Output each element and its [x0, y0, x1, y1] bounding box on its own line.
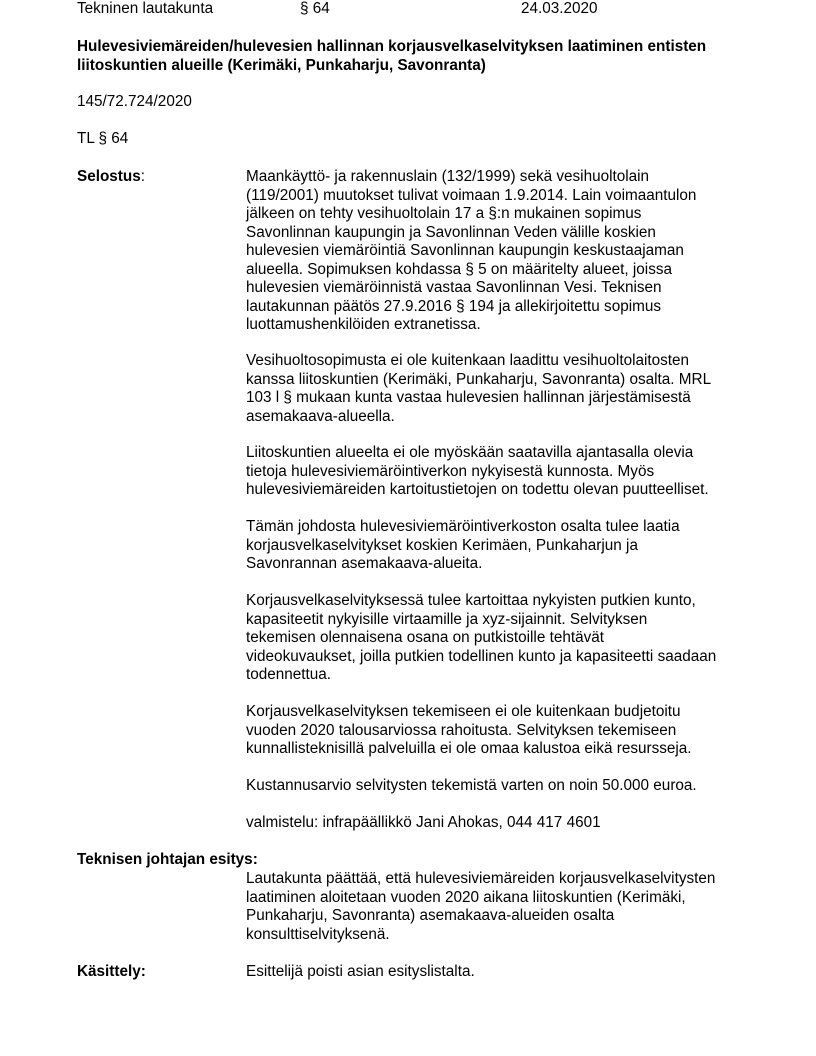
paragraph-line: Savonlinnan kaupungin ja Savonlinnan Veden välille koskien	[246, 223, 656, 241]
paragraph-line: lautakunnan päätös 27.9.2016 § 194 ja allekirjoitettu sopimus	[246, 297, 662, 315]
reference-number: 145/72.724/2020	[77, 93, 192, 110]
paragraph-line: tekemisen olennaisena osana on putkistoille tehtävät	[246, 629, 605, 646]
paragraph-line: korjausvelkaselvitykset koskien Kerimäen, Punkaharjun ja	[246, 536, 638, 554]
kasittely-label: Käsittely:	[77, 963, 146, 980]
paragraph-line: Tämän johdosta hulevesiviemäröintiverkoston osalta tulee laatia	[246, 518, 680, 535]
esitys-label: Teknisen johtajan esitys:	[77, 851, 258, 868]
paragraph-line: Savonrannan asemakaava-alueita.	[246, 555, 483, 572]
paragraph-line: alueella. Sopimuksen kohdassa § 5 on määritelty alueet, joissa	[246, 260, 673, 278]
paragraph-line: vuoden 2020 talousarviossa rahoitusta. Selvityksen tekemiseen	[246, 721, 677, 739]
paragraph-line: videokuvaukset, joilla putkien todellinen kunto ja kapasiteetti saadaan	[246, 647, 717, 665]
selostus-paragraph-7	[246, 777, 746, 796]
selostus-paragraph-3	[246, 444, 746, 500]
document-title	[77, 38, 706, 75]
selostus-paragraph-1	[246, 168, 746, 335]
selostus-paragraph-2	[246, 352, 746, 426]
paragraph-line: Kustannusarvio selvitysten tekemistä varten on noin 50.000 euroa.	[246, 777, 697, 794]
paragraph-line: 103 l § mukaan kunta vastaa hulevesien hallinnan järjestämisestä	[246, 389, 691, 406]
esitys-line: konsulttiselvityksenä.	[246, 925, 390, 943]
title-line: liitoskuntien alueille (Kerimäki, Punkaharju, Savonranta)	[77, 56, 486, 74]
selostus-colon: :	[140, 168, 146, 185]
paragraph-line: asemakaava-alueella.	[246, 407, 395, 425]
paragraph-line: hulevesien viemäröinnistä vastaa Savonlinnan Vesi. Teknisen	[246, 279, 662, 296]
title-line: Hulevesiviemäreiden/hulevesien hallinnan korjausvelkaselvityksen laatiminen entisten	[77, 38, 707, 55]
header-board: Tekninen lautakunta	[77, 0, 214, 17]
paragraph-line: todennettua.	[246, 666, 332, 683]
paragraph-line: Korjausvelkaselvityksen tekemiseen ei ole kuitenkaan budjetoitu	[246, 703, 681, 720]
selostus-heading	[77, 168, 145, 187]
paragraph-line: hulevesien viemäröintiä Savonlinnan kaupungin keskustaajaman	[246, 242, 684, 259]
paragraph-line: kunnallisteknisillä palveluilla ei ole omaa kalustoa eikä resursseja.	[246, 740, 692, 757]
header-date: 24.03.2020	[521, 0, 598, 17]
header-section: § 64	[300, 0, 330, 17]
selostus-label: Selostus	[77, 168, 141, 185]
paragraph-line: Liitoskuntien alueelta ei ole myöskään saatavilla ajantasalla olevia	[246, 444, 694, 461]
paragraph-line: kanssa liitoskuntien (Kerimäki, Punkaharju, Savonranta) osalta. MRL	[246, 370, 712, 388]
paragraph-line: jälkeen on tehty vesihuoltolain 17 a §:n mukainen sopimus	[246, 205, 642, 222]
paragraph-line: (119/2001) muutokset tulivat voimaan 1.9.2014. Lain voimaantulon	[246, 186, 697, 204]
paragraph-line: Maankäyttö- ja rakennuslain (132/1999) sekä vesihuoltolain	[246, 168, 650, 185]
paragraph-line: luottamushenkilöiden extranetissa.	[246, 316, 481, 333]
selostus-paragraph-6	[246, 703, 746, 759]
kasittely-text: Esittelijä poisti asian esityslistalta.	[246, 963, 475, 980]
selostus-paragraph-5	[246, 592, 746, 685]
paragraph-line: kapasiteetit nykyisille virtaamille ja xyz-sijainnit. Selvityksen	[246, 610, 648, 628]
paragraph-line: valmistelu: infrapäällikkö Jani Ahokas, 044 417 4601	[246, 814, 601, 831]
tl-reference: TL § 64	[77, 130, 129, 147]
esitys-line: laatiminen aloitetaan vuoden 2020 aikana liitoskuntien (Kerimäki,	[246, 888, 686, 906]
paragraph-line: Korjausvelkaselvityksessä tulee kartoittaa nykyisten putkien kunto,	[246, 592, 696, 609]
paragraph-line: tietoja hulevesiviemäröintiverkon nykyisestä kunnosta. Myös	[246, 462, 655, 480]
esitys-line: Punkaharju, Savonranta) asemakaava-alueiden osalta	[246, 907, 615, 924]
paragraph-line: hulevesiviemäreiden kartoitustietojen on todettu olevan puutteelliset.	[246, 481, 709, 498]
paragraph-line: Vesihuoltosopimusta ei ole kuitenkaan laadittu vesihuoltolaitosten	[246, 352, 690, 369]
selostus-paragraph-8	[246, 814, 746, 833]
esitys-text	[246, 870, 746, 944]
selostus-paragraph-4	[246, 518, 746, 574]
esitys-line: Lautakunta päättää, että hulevesiviemäreiden korjausvelkaselvitysten	[246, 870, 716, 887]
